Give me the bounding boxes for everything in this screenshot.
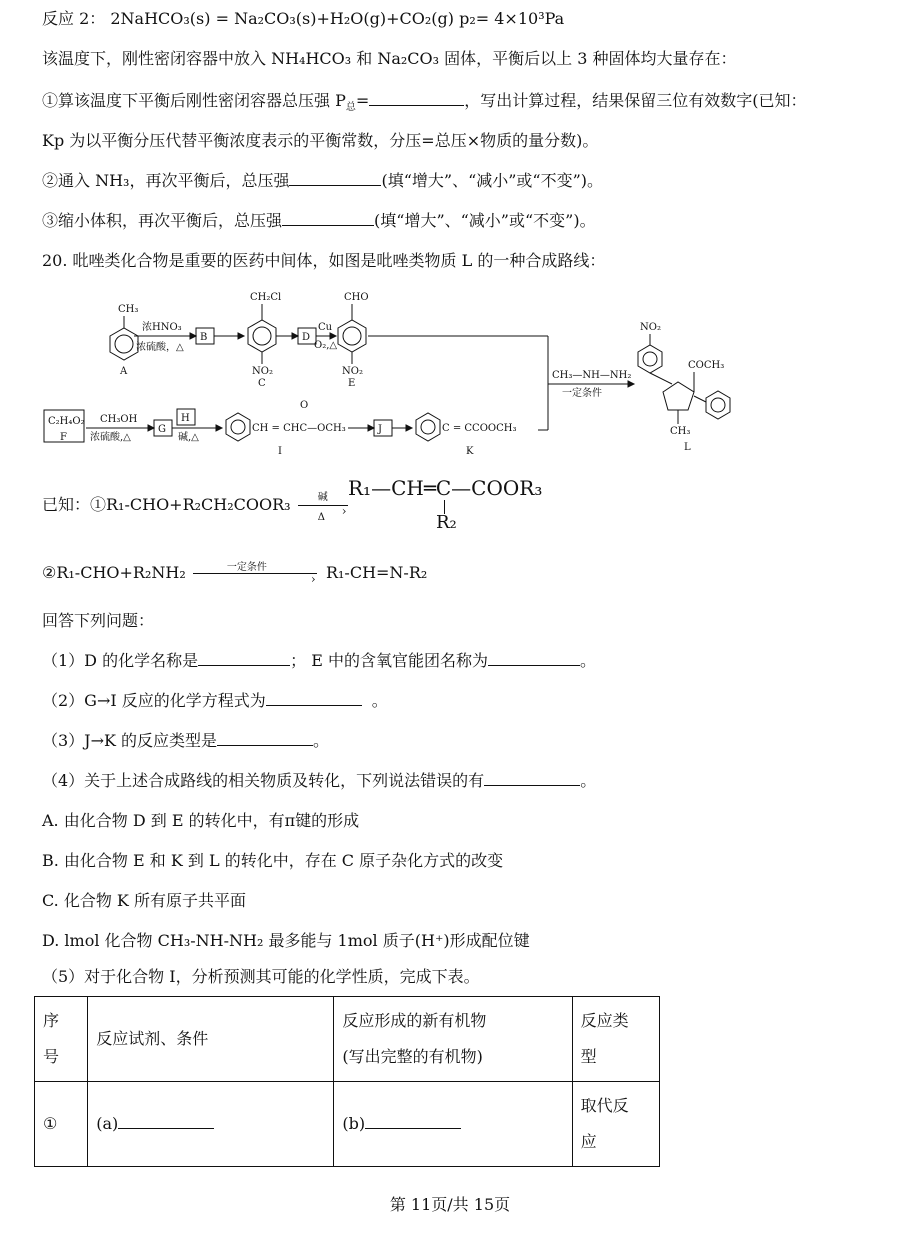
text: R₁—CH═C—COOR₃ xyxy=(348,476,543,500)
header-cell-product: 反应形成的新有机物 (写出完整的有机物) xyxy=(334,997,572,1082)
reagent-base: 碱,△ xyxy=(178,432,199,443)
label-oxygen: O xyxy=(300,400,309,411)
label-G: G xyxy=(158,424,166,435)
label-ch3: CH₃ xyxy=(118,304,139,315)
answer-blank[interactable] xyxy=(369,91,464,106)
table-row xyxy=(35,1082,660,1167)
text: R₁-CH=N-R₂ xyxy=(325,563,428,582)
text: ③缩小体积，再次平衡后，总压强 xyxy=(42,211,283,230)
label-H: H xyxy=(181,413,190,424)
text: ②通入 NH₃，再次平衡后，总压强 xyxy=(42,171,290,190)
label-C: C xyxy=(258,378,266,389)
reagent-ch3oh: CH₃OH xyxy=(100,414,138,425)
properties-table xyxy=(34,996,660,1167)
equation-line: 反应 2： 2NaHCO₃(s) = Na₂CO₃(s)+H₂O(g)+CO₂(g) p₂= 4×10³Pa xyxy=(42,9,565,28)
page-footer: 第 11页/共 15页 xyxy=(389,1195,511,1214)
formula-I: CH = CHC—OCH₃ xyxy=(252,423,346,434)
answer-blank[interactable] xyxy=(289,171,381,186)
text: 。 xyxy=(313,731,330,750)
question-line xyxy=(42,730,329,752)
pyrazole-ring xyxy=(663,382,694,410)
label-c2h4o2: C₂H₄O₂ xyxy=(48,416,85,427)
cell-index: ① xyxy=(35,1082,88,1167)
reagent-h2so4: 浓硫酸，△ xyxy=(136,342,184,353)
benzene-ring-A xyxy=(110,328,138,360)
header-cell-reagent: 反应试剂、条件 xyxy=(88,997,334,1082)
label-ch2cl: CH₂Cl xyxy=(250,292,282,303)
label-no2-e: NO₂ xyxy=(342,366,363,377)
answer-blank-a[interactable] xyxy=(118,1114,214,1129)
benzene-ring-E xyxy=(338,320,366,352)
known-reaction-2 xyxy=(42,562,427,585)
question-line xyxy=(42,770,596,792)
text: ； E 中的含氧官能团名称为 xyxy=(290,651,488,670)
option-c: C. 化合物 K 所有原子共平面 xyxy=(42,891,246,910)
question-line xyxy=(42,210,596,232)
cell-type: 取代反 应 xyxy=(572,1082,659,1167)
label-L: L xyxy=(684,442,691,453)
text: (填“增大”、“减小”或“不变”)。 xyxy=(374,211,596,230)
label-cho: CHO xyxy=(344,292,369,303)
label-D: D xyxy=(302,332,311,343)
cell-reagent: (a) xyxy=(88,1082,334,1167)
label-no2-c: NO₂ xyxy=(252,366,273,377)
condition: Δ xyxy=(317,511,325,523)
condition: 碱 xyxy=(317,491,328,503)
known-1-product xyxy=(348,476,543,533)
option-a: A. 由化合物 D 到 E 的转化中，有π键的形成 xyxy=(42,811,360,830)
label-F: F xyxy=(60,432,67,443)
problem-title: 20. 吡唑类化合物是重要的医药中间体，如图是吡唑类物质 L 的一种合成路线： xyxy=(42,251,606,270)
text-line: 该温度下，刚性密闭容器中放入 NH₄HCO₃ 和 Na₂CO₃ 固体，平衡后以上 3 种固体均大量存在： xyxy=(42,49,737,68)
text: ①算该温度下平衡后刚性密闭容器总压强 P xyxy=(42,91,346,110)
reagent-condition: 一定条件 xyxy=(562,388,602,399)
reagent-hydrazine: CH₃—NH—NH₂ xyxy=(552,370,632,381)
phenyl-ring xyxy=(706,391,730,419)
label-I: I xyxy=(278,446,282,457)
text: ②R₁-CHO+R₂NH₂ xyxy=(42,563,186,582)
benzene-ring-I xyxy=(226,413,250,441)
text: ，写出计算过程，结果保留三位有效数字(已知： xyxy=(464,91,807,110)
reagent-h2so4b: 浓硫酸,△ xyxy=(90,432,131,443)
aromatic-circle xyxy=(115,335,133,353)
reaction-arrow: 一定条件 › xyxy=(191,563,321,585)
question-5: （5）对于化合物 I，分析预测其可能的化学性质，完成下表。 xyxy=(42,967,480,986)
subscript: 总 xyxy=(345,102,356,114)
reagent-o2: O₂,△ xyxy=(314,340,338,351)
benzene-ring-C xyxy=(248,320,276,352)
answer-blank[interactable] xyxy=(488,651,580,666)
text: 已知：①R₁-CHO+R₂CH₂COOR₃ xyxy=(42,495,291,514)
text: （1）D 的化学名称是 xyxy=(42,651,199,670)
nitrophenyl-ring xyxy=(638,345,662,373)
reaction-arrow: 碱 Δ › xyxy=(296,495,352,517)
text: = xyxy=(355,91,370,110)
label-no2-l: NO₂ xyxy=(640,322,661,333)
question-line xyxy=(42,690,388,712)
condition: 一定条件 xyxy=(226,561,267,573)
formula-K: C = CCOOCH₃ xyxy=(442,423,517,434)
label-A: A xyxy=(120,366,128,377)
answer-blank-b[interactable] xyxy=(365,1114,461,1129)
text: （4）关于上述合成路线的相关物质及转化，下列说法错误的有 xyxy=(42,771,485,790)
text: 。 xyxy=(579,651,596,670)
text: (填“增大”、“减小”或“不变”)。 xyxy=(381,171,604,190)
label-E: E xyxy=(348,378,356,389)
known-reaction-1 xyxy=(42,491,352,523)
text: 。 xyxy=(580,771,597,790)
benzene-ring-K xyxy=(416,413,440,441)
label-cooch3: COCH₃ xyxy=(688,360,725,371)
option-d: D. lmol 化合物 CH₃-NH-NH₂ 最多能与 1mol 质子(H⁺)形成配位键 xyxy=(42,931,530,950)
reagent-hno3: 浓HNO₃ xyxy=(142,322,182,333)
label-J: J xyxy=(378,424,383,435)
answer-blank[interactable] xyxy=(266,691,362,706)
question-line xyxy=(42,170,603,192)
text: （3）J→K 的反应类型是 xyxy=(42,731,218,750)
text-line: 回答下列问题： xyxy=(42,611,155,630)
text-line: Kp 为以平衡分压代替平衡浓度表示的平衡常数，分压=总压×物质的量分数)。 xyxy=(42,131,599,150)
question-line xyxy=(42,90,807,119)
answer-blank[interactable] xyxy=(282,211,374,226)
label-K: K xyxy=(466,446,474,457)
header-cell-index: 序 号 xyxy=(35,997,88,1082)
answer-blank[interactable] xyxy=(217,731,313,746)
text: R₂ xyxy=(436,512,457,533)
text: （2）G→I 反应的化学方程式为 xyxy=(42,691,266,710)
synthesis-route-diagram xyxy=(38,288,798,458)
label-B: B xyxy=(200,332,208,343)
table-header-row xyxy=(35,997,660,1082)
label-ch3-l: CH₃ xyxy=(670,426,691,437)
question-line xyxy=(42,650,596,672)
answer-blank[interactable] xyxy=(484,771,580,786)
answer-blank[interactable] xyxy=(198,651,290,666)
reagent-cu: Cu xyxy=(318,322,333,333)
cell-product: (b) xyxy=(334,1082,572,1167)
header-cell-type: 反应类 型 xyxy=(572,997,659,1082)
text: 。 xyxy=(371,691,388,710)
option-b: B. 由化合物 E 和 K 到 L 的转化中，存在 C 原子杂化方式的改变 xyxy=(42,851,504,870)
